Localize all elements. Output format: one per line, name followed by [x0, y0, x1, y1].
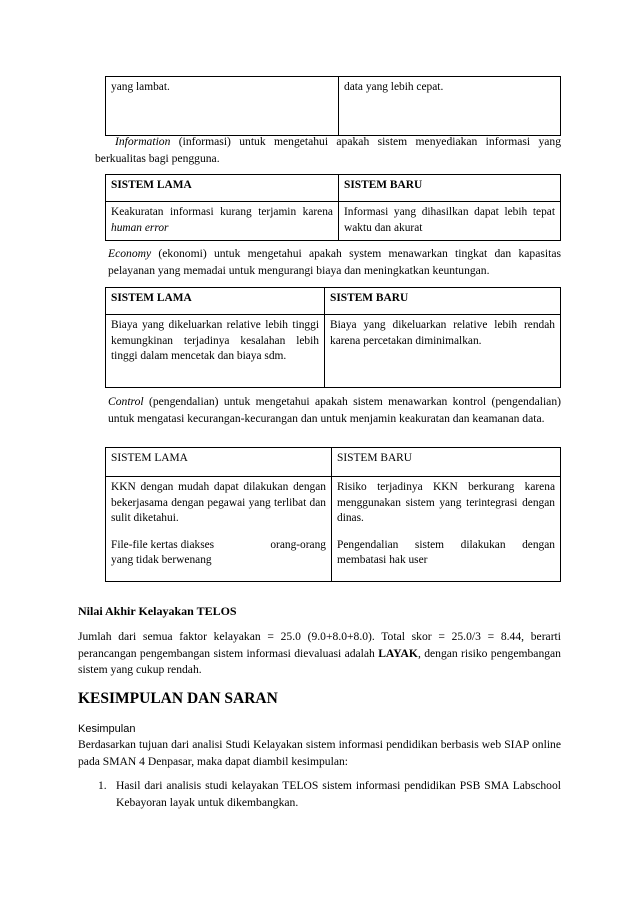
header-baru: SISTEM BARU — [330, 292, 409, 304]
table-cell — [106, 77, 339, 136]
information-comparison-table — [105, 174, 561, 241]
cell-paragraph: Pengendalian sistem dilakukan dengan membatasi hak user — [337, 538, 555, 566]
cell-text: Biaya yang dikeluarkan relative lebih rendah karena percetakan diminimalkan. — [330, 319, 555, 347]
table-header — [325, 288, 561, 315]
cell-text: Keakuratan informasi kurang terjamin karena — [111, 206, 333, 218]
cell-text: File-file kertas diakses — [111, 538, 215, 551]
table-header — [106, 175, 339, 202]
economy-paragraph — [108, 246, 561, 279]
cell-paragraph — [111, 538, 326, 554]
cell-text: yang lambat. — [111, 81, 170, 93]
cell-text: data yang lebih cepat. — [344, 81, 444, 93]
conclusion-list — [78, 778, 561, 811]
cell-text: Biaya yang dikeluarkan relative lebih tinggi kemungkinan terjadinya kesalahan lebih tinggi dalam mencetak dan biaya sdm. — [111, 319, 319, 362]
header-baru: SISTEM BARU — [344, 179, 423, 191]
table-cell — [339, 202, 561, 241]
control-text: (pengendalian) untuk mengetahui apakah sistem menawarkan kontrol (pengendalian) untuk mengatasi kecurangan-kecurangan dan untuk menjamin keakuratan dan keamanan data. — [108, 395, 561, 425]
header-lama: SISTEM LAMA — [111, 179, 192, 191]
cell-italic-text: human error — [111, 221, 169, 234]
nilai-text: Jumlah dari semua faktor kelayakan = 25.0 (9.0+8.0+8.0). Total skor = 25.0/3 = 8.44, berarti perancangan pengembangan sistem informasi dievaluasi adalah — [78, 630, 561, 660]
cell-text: yang tidak berwenang — [111, 554, 212, 566]
economy-term: Economy — [108, 247, 152, 260]
control-comparison-table — [105, 447, 561, 582]
header-lama: SISTEM LAMA — [111, 292, 192, 304]
economy-comparison-table — [105, 287, 561, 388]
information-term: Information — [115, 135, 171, 148]
table-header — [332, 448, 561, 477]
nilai-bold: LAYAK — [378, 646, 418, 660]
table-cell — [106, 202, 339, 241]
list-number: 1. — [98, 779, 107, 792]
header-baru: SISTEM BARU — [337, 452, 413, 464]
table-header — [339, 175, 561, 202]
header-lama: SISTEM LAMA — [111, 452, 188, 464]
cell-paragraph: KKN dengan mudah dapat dilakukan dengan bekerjasama dengan pegawai yang terlibat dan sulit diketahui. — [111, 481, 326, 524]
list-item — [78, 778, 561, 811]
information-text: (informasi) untuk mengetahui apakah sistem menyediakan informasi yang berkualitas bagi pengguna. — [95, 135, 561, 165]
cell-text: orang-orang — [270, 538, 326, 551]
table-cell — [325, 315, 561, 388]
nilai-title: Nilai Akhir Kelayakan TELOS — [78, 604, 237, 618]
table-cell — [106, 477, 332, 582]
control-paragraph — [108, 394, 561, 427]
table-cell — [106, 315, 325, 388]
cell-text: Informasi yang dihasilkan dapat lebih tepat waktu dan akurat — [344, 206, 555, 234]
nilai-text: , dengan risiko pengembangan sistem yang cukup rendah. — [78, 646, 561, 676]
table-cell — [332, 477, 561, 582]
cell-paragraph: Risiko terjadinya KKN berkurang karena menggunakan sistem yang terintegrasi dengan dinas. — [337, 481, 555, 524]
information-paragraph — [95, 134, 561, 167]
economy-text: (ekonomi) untuk mengetahui apakah system menawarkan tingkat dan kapasitas pelayanan yang memadai untuk mengurangi biaya dan meningkatkan keuntungan. — [108, 247, 561, 277]
kesimpulan-intro: Berdasarkan tujuan dari analisi Studi Kelayakan sistem informasi pendidikan berbasis web SIAP online pada SMAN 4 Denpasar, maka dapat diambil kesimpulan: — [78, 738, 561, 768]
table-header — [106, 288, 325, 315]
section-heading: KESIMPULAN DAN SARAN — [78, 690, 278, 707]
list-text: Hasil dari analisis studi kelayakan TELOS sistem informasi pendidikan PSB SMA Labschool Kebayoran layak untuk dikembangkan. — [116, 779, 561, 809]
table-cell — [339, 77, 561, 136]
subheading: Kesimpulan — [78, 723, 136, 735]
table-header — [106, 448, 332, 477]
control-term: Control — [108, 395, 144, 408]
comparison-table-continuation — [105, 76, 561, 136]
nilai-paragraph — [78, 629, 561, 679]
